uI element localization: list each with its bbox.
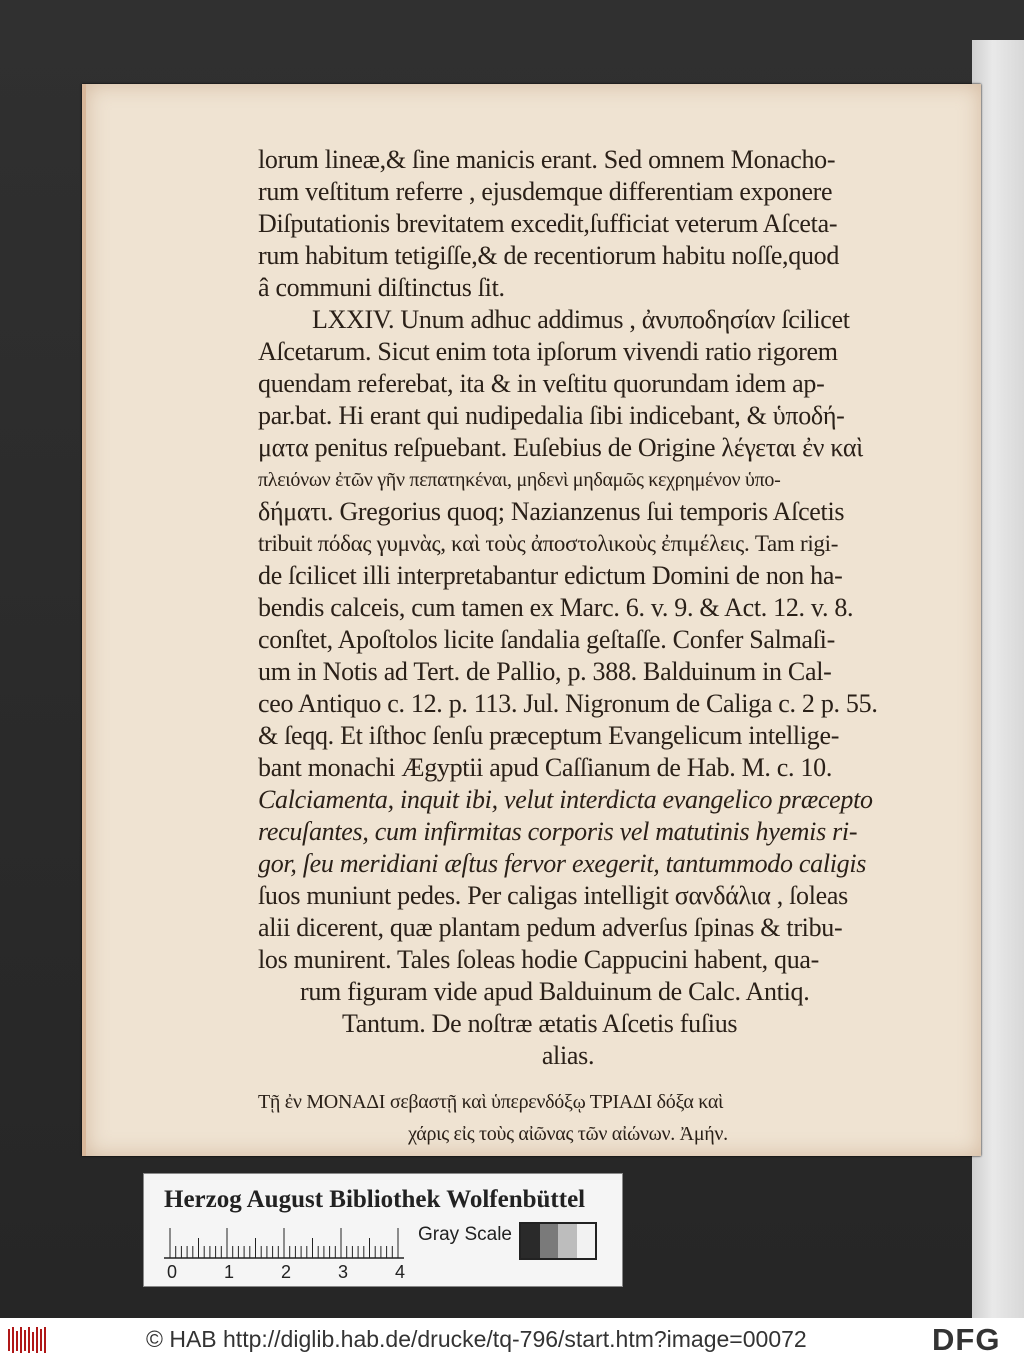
text-line: Tantum. De noſtræ ætatis Aſcetis fuſius (342, 1009, 738, 1038)
text-line: rum habitum tetigiſſe,& de recentiorum habitu noſſe,quod (258, 241, 840, 270)
text-line: los munirent. Tales ſoleas hodie Cappucini habent, qua- (258, 945, 820, 974)
ruler-number: 1 (224, 1262, 235, 1282)
text-line: conſtet, Apoſtolos licite ſandalia geſtaſſe. Confer Salmaſi- (258, 625, 835, 654)
measurement-ruler (164, 1224, 404, 1260)
text-line: ſuos muniunt pedes. Per caligas intelligit σανδάλια , ſoleas (258, 881, 848, 910)
text-line: & ſeqq. Et iſthoc ſenſu præceptum Evangelicum intellige- (258, 721, 840, 750)
text-line: rum figuram vide apud Balduinum de Calc. Antiq. (300, 977, 810, 1006)
text-line: rum veſtitum referre , ejusdemque differentiam exponere (258, 177, 833, 206)
text-line: ματα penitus reſpuebant. Euſebius de Origine λέγεται ἐν καὶ (258, 433, 863, 462)
text-line: Diſputationis brevitatem excedit,ſufficiat veterum Aſceta- (258, 209, 838, 238)
ruler-number: 4 (395, 1262, 406, 1282)
text-line: lorum lineæ,& ſine manicis erant. Sed omnem Monacho- (258, 145, 836, 174)
gray-scale-label: Gray Scale (418, 1224, 512, 1245)
text-line: alii dicerent, quæ plantam pedum adverſus ſpinas & tribu- (258, 913, 843, 942)
dfg-logo: DFG (932, 1322, 1001, 1357)
hab-barcode-icon (8, 1327, 48, 1353)
gray-swatch (540, 1224, 559, 1258)
text-line: bant monachi Ægyptii apud Caſſianum de Hab. M. c. 10. (258, 753, 833, 782)
text-line: bendis calceis, cum tamen ex Marc. 6. v. 9. & Act. 12. v. 8. (258, 593, 854, 622)
closing-doxology-line: χάρις εἰς τοὺς αἰῶνας τῶν αἰώνων. Ἀμήν. (408, 1123, 728, 1145)
text-line: ceo Antiquo c. 12. p. 113. Jul. Nigronum de Caliga c. 2 p. 55. (258, 689, 878, 718)
gray-swatch (521, 1224, 540, 1258)
text-line: par.bat. Hi erant qui nudipedalia ſibi indicebant, & ὑποδή- (258, 401, 845, 430)
text-line: Calciamenta, inquit ibi, velut interdicta evangelico præcepto (258, 785, 873, 814)
text-line: um in Notis ad Tert. de Pallio, p. 388. Balduinum in Cal- (258, 657, 832, 686)
text-line: alias. (541, 1041, 595, 1070)
gray-swatch (558, 1224, 577, 1258)
text-line: δήματι. Gregorius quoq; Nazianzenus ſui temporis Aſcetis (258, 497, 845, 526)
text-line: gor, ſeu meridiani æſtus fervor exegerit, tantummodo caligis (258, 849, 867, 878)
footer-bar (0, 1318, 1024, 1362)
text-line: recuſantes, cum infirmitas corporis vel matutinis hyemis ri- (258, 817, 858, 846)
ruler-number: 2 (281, 1262, 292, 1282)
text-line: Aſcetarum. Sicut enim tota ipſorum vivendi ratio rigorem (258, 337, 838, 366)
text-line: de ſcilicet illi interpretabantur edictum Domini de non ha- (258, 561, 843, 590)
library-label-card (143, 1173, 623, 1287)
text-line: LXXIV. Unum adhuc addimus , ἀνυποδησίαν ſcilicet (312, 305, 850, 334)
ruler-number: 0 (167, 1262, 178, 1282)
text-line: quendam referebat, ita & in veſtitu quorundam idem ap- (258, 369, 825, 398)
gray-swatch (577, 1224, 596, 1258)
text-line: πλειόνων ἐτῶν γῆν πεπατηκέναι, μηδενὶ μηδαμῶς κεχρημένον ὑπο- (258, 469, 781, 491)
gray-scale-swatches (519, 1222, 597, 1260)
ruler-number: 3 (338, 1262, 349, 1282)
library-name: Herzog August Bibliothek Wolfenbüttel (164, 1186, 586, 1213)
text-line: â communi diſtinctus ſit. (258, 273, 505, 302)
text-line: tribuit πόδας γυμνὰς, καὶ τοὺς ἀποστολικοὺς ἐπιμέλεις. Tam rigi- (258, 531, 839, 556)
copyright-link[interactable]: © HAB http://diglib.hab.de/drucke/tq-796/start.htm?image=00072 (146, 1326, 807, 1352)
closing-doxology-line: Τῇ ἐν ΜΟΝΑΔΙ σεβαστῇ καὶ ὑπερενδόξῳ ΤΡΙΑΔΙ δόξα καὶ (258, 1091, 724, 1113)
